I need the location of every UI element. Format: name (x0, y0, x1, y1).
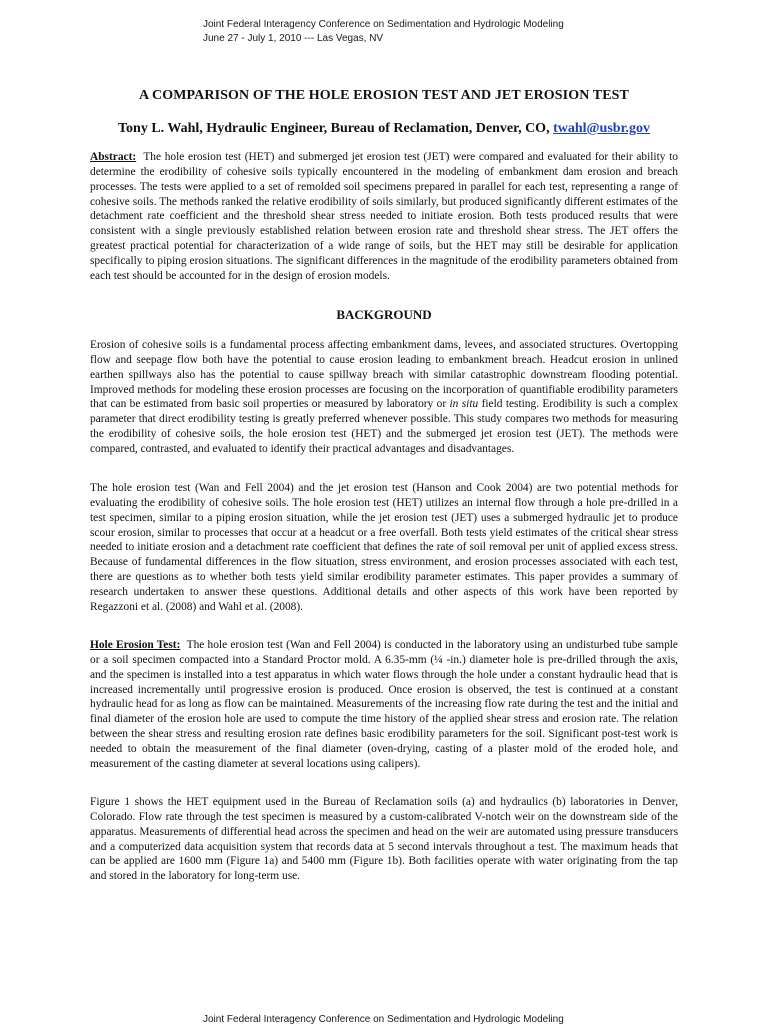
het-label: Hole Erosion Test: (90, 639, 181, 651)
background-p1-part-a: Erosion of cohesive soils is a fundamental process affecting embankment dams, levees, and associated structures. Overtopping flow and seepage flow both have the potential to cause erosion leading to embankment breach. Headcut erosion in unlined earthen spillways also has the potential to cause spillway breach with similar catastrophic downstream flooding potential. Improved methods for modeling these erosion processes are focusing on the incorporation of quantifiable erodibility parameters that can be estimated from basic soil properties or measured by laboratory or (90, 339, 678, 411)
het-paragraph-2: Figure 1 shows the HET equipment used in the Bureau of Reclamation soils (a) and hydraulics (b) laboratories in Denver, Colorado. Flow rate through the test specimen is measured by a custom-calibrated V-notch weir on the downstream side of the apparatus. Measurements of differential head across the specimen and head on the weir are automated using pressure transducers and a computerized data acquisition system that records data at 5 second intervals throughout a test. The maximum heads that can be applied are 1600 mm (Figure 1a) and 5400 mm (Figure 1b). Both facilities operate with water originating from the tap and stored in the laboratory for long-term use. (90, 796, 678, 883)
background-p1-part-b: field testing. Erodibility is such a complex parameter that direct erodibility testing is greatly preferred whenever possible. This study compares two methods for measuring the erodibility of cohesive soils, the hole erosion test (HET) and the submerged jet erosion test (JET). The methods were compared, contrasted, and evaluated to identify their practical advantages and disadvantages. (90, 398, 679, 455)
conference-dates: June 27 - July 1, 2010 --- Las Vegas, NV (203, 33, 384, 44)
running-footer: Joint Federal Interagency Conference on Sedimentation and Hydrologic Modeling (203, 1014, 564, 1025)
author-text: Tony L. Wahl, Hydraulic Engineer, Bureau of Reclamation, Denver, CO, (117, 121, 554, 136)
author-email-link[interactable]: twahl@usbr.gov (553, 121, 650, 136)
author-line (86, 121, 682, 137)
het-paragraph (90, 638, 678, 772)
background-paragraph-2: The hole erosion test (Wan and Fell 2004) and the jet erosion test (Hanson and Cook 2004) are two potential methods for evaluating the erodibility of cohesive soils. The hole erosion test (HET) utilizes an internal flow through a hole pre-drilled in a test specimen, similar to a piping erosion situation, while the jet erosion test (JET) uses a submerged hydraulic jet to produce scour erosion, similar to processes that occur at a headcut or a free overfall. Both tests yield estimates of the critical shear stress needed to initiate erosion and a detachment rate coefficient that defines the rate of soil removal per unit of applied excess stress. Because of fundamental differences in the flow situation, stress environment, and erosion processes associated with each test, there are questions as to whether both tests yield similar erodibility parameter estimates. This paper provides a summary of research undertaken to answer these questions. Additional details and other aspects of this work have been reported by Regazzoni et al. (2008) and Wahl et al. (2008). (90, 482, 678, 613)
running-header (203, 18, 564, 46)
abstract-label: Abstract: (90, 151, 137, 163)
het-text: The hole erosion test (Wan and Fell 2004) is conducted in the laboratory using an undisturbed tube sample or a soil specimen compacted into a Standard Proctor mold. A 6.35-mm (¼ -in.) diameter hole is pre-drilled through the axis, and the specimen is installed into a test apparatus in which water flows through the hole under a constant hydraulic head that is increased incrementally until progressive erosion is produced. Once erosion is observed, the test is continued at a constant hydraulic head for as long as flow can be maintained. Measurements of the increasing flow rate during the test and the initial and final diameter of the erosion hole are used to compute the time history of the applied shear stress and erosion rate. The relation between the shear stress and resulting erosion rate defines basic erodibility parameters for the soil. Significant post-test work is needed to obtain the measurement of the final diameter (oven-drying, casting of a plaster mold of the eroded hole, and measurement of the casting diameter at several locations using calipers). (90, 639, 679, 770)
section-heading-background: BACKGROUND (336, 307, 432, 322)
abstract-paragraph (90, 150, 678, 284)
paper-title: A COMPARISON OF THE HOLE EROSION TEST AND JET EROSION TEST (139, 88, 629, 103)
conference-name: Joint Federal Interagency Conference on Sedimentation and Hydrologic Modeling (203, 19, 564, 30)
background-paragraph-1 (90, 338, 678, 457)
abstract-text: The hole erosion test (HET) and submerged jet erosion test (JET) were compared and evaluated for their ability to determine the erodibility of cohesive soils typically encountered in the modeling of embankment dam erosion and breach processes. The tests were applied to a set of remolded soil specimens prepared in parallel for each test, representing a range of cohesive soils. The methods ranked the relative erodibility of soils similarly, but produced significantly different estimates of the detachment rate coefficient and the threshold shear stress needed to initiate erosion. Both tests produced results that were consistent with a single previously established relation between erosion rate and threshold shear stress. The JET offers the greatest practical potential for characterization of a wide range of soils, but the HET may still be desirable for application specifically to piping erosion situations. The significant differences in the magnitude of the erodibility parameters obtained from each test should be accounted for in the design of erosion models. (90, 151, 678, 282)
background-p1-italic: in situ (449, 398, 479, 411)
